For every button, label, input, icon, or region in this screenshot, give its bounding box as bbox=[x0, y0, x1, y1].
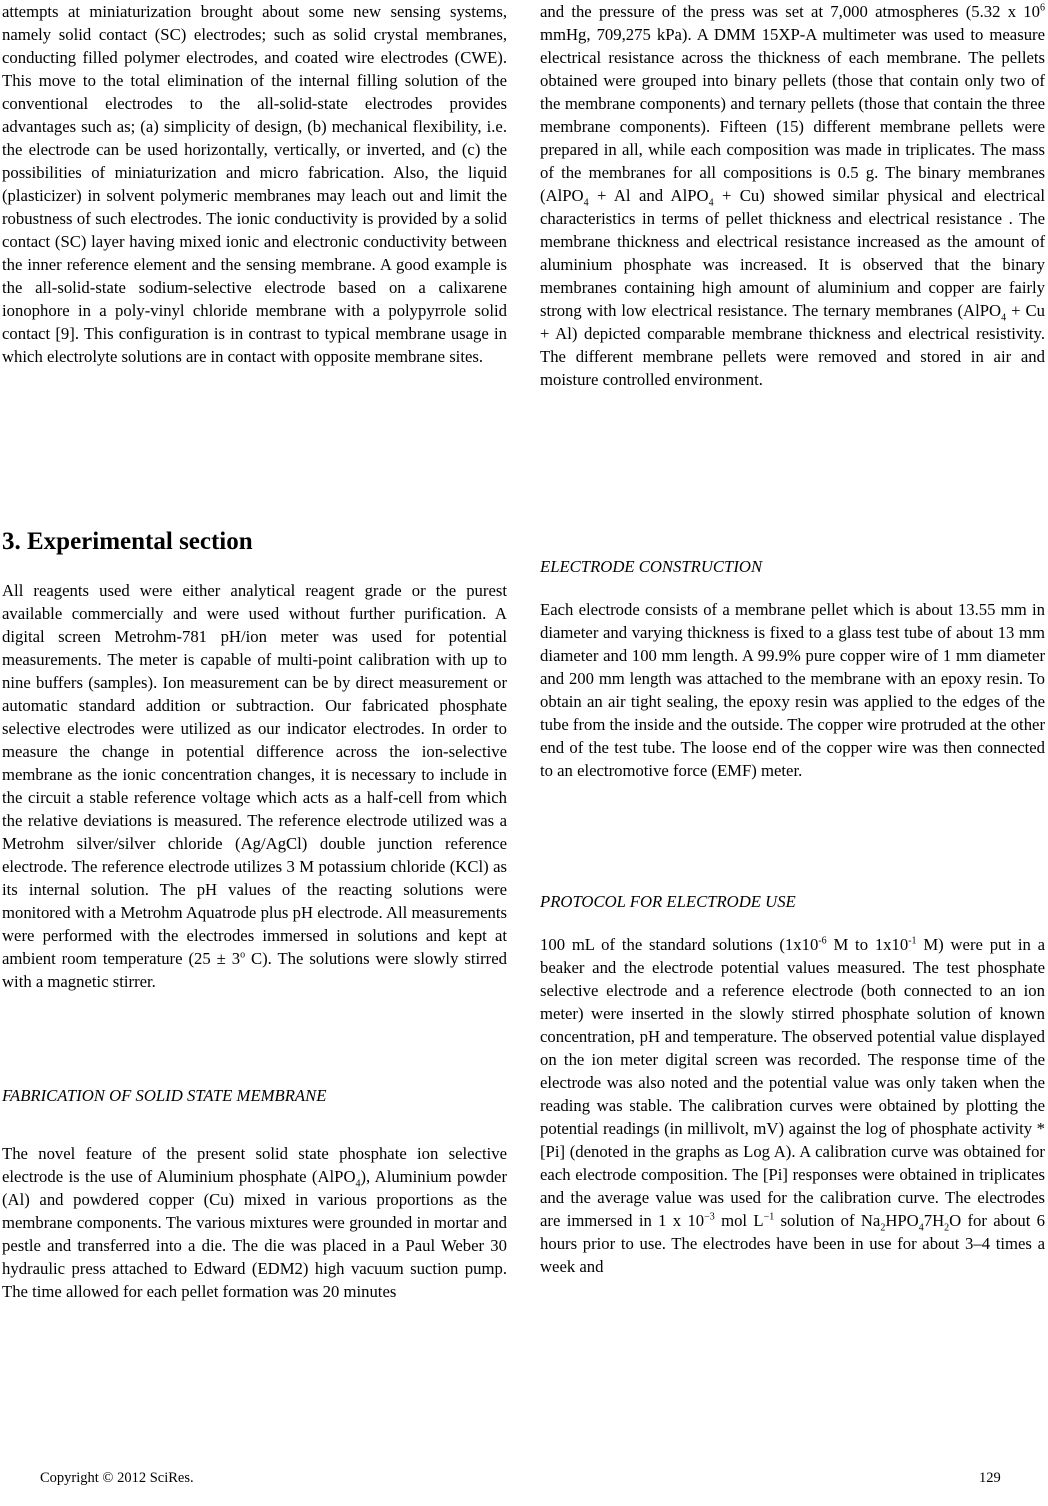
subheading-fabrication: FABRICATION OF SOLID STATE MEMBRANE bbox=[2, 1086, 327, 1105]
right-paragraph-3: 100 mL of the standard solutions ($1x10^{-6}$ M to $1x10^{-1}$ M) were put in a beaker and the electrode potential values measured. The test phosphate selective electrode and a reference electrode (both connected to an ion meter) were inserted in the slowly stirred phosphate solution of known concentration, pH and temperature. The observed potential value displayed on the ion meter digital screen was recorded. The response time of the electrode was also noted and the potential value was only taken when the reading was stable. The calibration curves were obtained by plotting the potential readings (in millivolt, mV) against the log of phosphate activity *[Pi] (denoted in the graphs as Log A). A calibration curve was obtained for each electrode composition. The [Pi] responses were obtained in triplicates and the average value was used for the calibration curve. The electrodes are immersed in 1 x $10^{-3}$ mol $L^{-1}$ solution of $Na_2HPO_47H_2O$ for about 6 hours prior to use. The electrodes have been in use for about 3–4 times a week and bbox=[540, 935, 1046, 1276]
left-paragraph-2: All reagents used were either analytical reagent grade or the purest available commercially and were used without further purification. A digital screen Metrohm-781 pH/ion meter was used for potential measurements. The meter is capable of multi-point calibration with up to nine buffers (samples). Ion measurement can be by direct measurement or automatic standard addition or subtraction. Our fabricated phosphate selective electrodes were utilized as our indicator electrodes. In order to measure the change in potential difference across the ion-selective membrane as the ionic concentration changes, it is necessary to include in the circuit a stable reference voltage which acts as a half-cell from which the relative deviations is measured. The reference electrode utilized was a Metrohm silver/silver chloride (Ag/AgCl) double junction reference electrode. The reference electrode utilizes 3 M potassium chloride (KCl) as its internal solution. The pH values of the reacting solutions were monitored with a Metrohm Aquatrode plus pH electrode. All measurements were performed with the electrodes immersed in solutions and kept at ambient room temperature ($25 \pm 3^o$ C). The solutions were slowly stirred with a magnetic stirrer. bbox=[2, 581, 507, 991]
section-number: 3. bbox=[2, 528, 21, 555]
section-heading bbox=[2, 527, 253, 557]
section-title: Experimental section bbox=[27, 528, 253, 555]
footer-page-number: 129 bbox=[979, 1470, 1001, 1486]
right-paragraph-1: and the pressure of the press was set at 7,000 atmospheres (5.32 x $10^6$ mmHg, 709,275 kPa). A DMM 15XP-A multimeter was used to measure electrical resistance across the thickness of each membrane. The pellets obtained were grouped into binary pellets (those that contain only two of the membrane components) and ternary pellets (those that contain the three membrane components). Fifteen (15) different membrane pellets were prepared in all, while each composition was made in triplicates. The mass of the membranes for all compositions is 0.5 g. The binary membranes (AlPO$_4$ + Al and AlPO$_4$ + Cu) showed similar physical and electrical characteristics in terms of pellet thickness and electrical resistance . The membrane thickness and electrical resistance increased as the amount of aluminium phosphate was increased. It is observed that the binary membranes containing high amount of aluminium and copper are fairly strong with low electrical resistance. The ternary membranes (AlPO$_4$ + Cu + Al) depicted comparable membrane thickness and electrical resistivity. The different membrane pellets were removed and stored in air and moisture controlled environment. bbox=[540, 2, 1046, 389]
left-paragraph-1: attempts at miniaturization brought about some new sensing systems, namely solid contact (SC) electrodes; such as solid crystal membranes, conducting filled polymer electrodes, and coated wire electrodes (CWE). This move to the total elimination of the internal filling solution of the conventional electrodes to the all-solid-state electrodes provides advantages such as; (a) simplicity of design, (b) mechanical flexibility, i.e. the electrode can be used horizontally, vertically, or inverted, and (c) the possibilities of miniaturization and micro fabrication. Also, the liquid (plasticizer) in solvent polymeric membranes may leach out and limit the robustness of such electrodes. The ionic conductivity is provided by a solid contact (SC) layer having mixed ionic and electronic conductivity between the inner reference element and the sensing membrane. A good example is the all-solid-state sodium-selective electrode based on a calixarene ionophore in a poly-vinyl chloride membrane with a polypyrrole solid contact [9]. This configuration is in contrast to typical membrane usage in which electrolyte solutions are in contact with opposite membrane sites. bbox=[2, 2, 507, 366]
subheading-protocol: PROTOCOL FOR ELECTRODE USE bbox=[540, 892, 796, 911]
footer-copyright: Copyright © 2012 SciRes. bbox=[40, 1470, 194, 1486]
right-paragraph-2: Each electrode consists of a membrane pellet which is about 13.55 mm in diameter and varying thickness is fixed to a glass test tube of about 13 mm diameter and 100 mm length. A 99.9% pure copper wire of 1 mm diameter and 200 mm length was attached to the membrane with an epoxy resin. To obtain an air tight sealing, the epoxy resin was applied to the edges of the tube from the inside and the outside. The copper wire protruded at the other end of the test tube. The loose end of the copper wire was then connected to an electromotive force (EMF) meter. bbox=[540, 600, 1045, 780]
left-paragraph-3: The novel feature of the present solid state phosphate ion selective electrode is the use of Aluminium phosphate (AlPO$_4$), Aluminium powder (Al) and powdered copper (Cu) mixed in various proportions as the membrane components. The various mixtures were grounded in mortar and pestle and transferred into a die. The die was placed in a Paul Weber 30 hydraulic press attached to Edward (EDM2) high vacuum suction pump. The time allowed for each pellet formation was 20 minutes bbox=[2, 1144, 507, 1301]
subheading-electrode-construction: ELECTRODE CONSTRUCTION bbox=[540, 557, 763, 576]
